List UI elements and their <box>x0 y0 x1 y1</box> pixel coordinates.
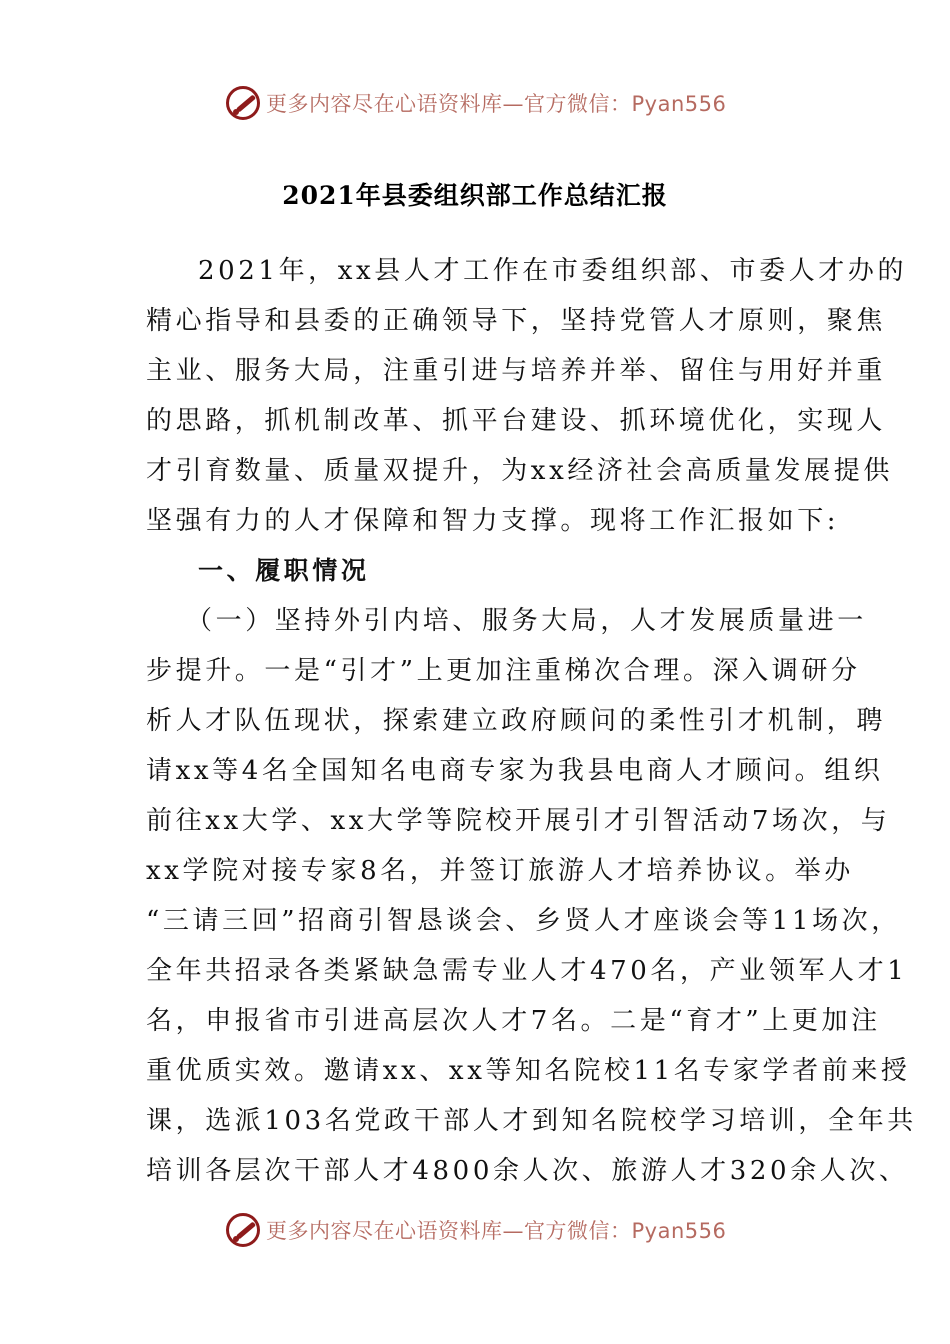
paragraph-line: xx学院对接专家8名，并签订旅游人才培养协议。举办 <box>146 856 854 886</box>
paragraph-line: “三请三回”招商引智恳谈会、乡贤人才座谈会等11场次， <box>146 906 901 936</box>
paragraph-line: 培训各层次干部人才4800余人次、旅游人才320余人次、 <box>146 1156 909 1186</box>
paragraph-line: 析人才队伍现状，探索建立政府顾问的柔性引才机制，聘 <box>146 706 887 736</box>
section-heading: 一、履职情况 <box>198 556 370 585</box>
watermark-banner-bottom <box>226 1212 726 1248</box>
pen-logo-icon <box>226 1213 260 1247</box>
paragraph-line: 的思路，抓机制改革、抓平台建设、抓环境优化，实现人 <box>146 406 887 436</box>
paragraph-line: 重优质实效。邀请xx、xx等知名院校11名专家学者前来授 <box>146 1056 911 1086</box>
document-body <box>146 246 917 1196</box>
watermark-text: 更多内容尽在心语资料库—官方微信：Pyan556 <box>266 92 727 116</box>
paragraph-line: （一）坚持外引内培、服务大局，人才发展质量进一 <box>186 606 867 636</box>
paragraph-line: 请xx等4名全国知名电商专家为我县电商人才顾问。组织 <box>146 756 884 786</box>
paragraph-line: 2021年，xx县人才工作在市委组织部、市委人才办的 <box>198 256 908 286</box>
watermark-text: 更多内容尽在心语资料库—官方微信：Pyan556 <box>266 1219 727 1243</box>
paragraph-line: 前往xx大学、xx大学等院校开展引才引智活动7场次，与 <box>146 806 891 836</box>
paragraph-line: 步提升。一是“引才”上更加注重梯次合理。深入调研分 <box>146 656 861 686</box>
paragraph-line: 精心指导和县委的正确领导下，坚持党管人才原则，聚焦 <box>146 306 887 336</box>
pen-logo-icon <box>226 86 260 120</box>
paragraph-line: 课，选派103名党政干部人才到知名院校学习培训，全年共 <box>146 1106 917 1136</box>
paragraph-line: 才引育数量、质量双提升，为xx经济社会高质量发展提供 <box>146 456 893 486</box>
watermark-banner-top <box>226 85 726 121</box>
paragraph-line: 名，申报省市引进高层次人才7名。二是“育才”上更加注 <box>146 1006 881 1036</box>
paragraph-line: 坚强有力的人才保障和智力支撑。现将工作汇报如下: <box>146 506 840 536</box>
paragraph-line: 全年共招录各类紧缺急需专业人才470名，产业领军人才1 <box>146 956 908 986</box>
paragraph-line: 主业、服务大局，注重引进与培养并举、留住与用好并重 <box>146 356 887 386</box>
document-title: 2021年县委组织部工作总结汇报 <box>282 181 668 210</box>
